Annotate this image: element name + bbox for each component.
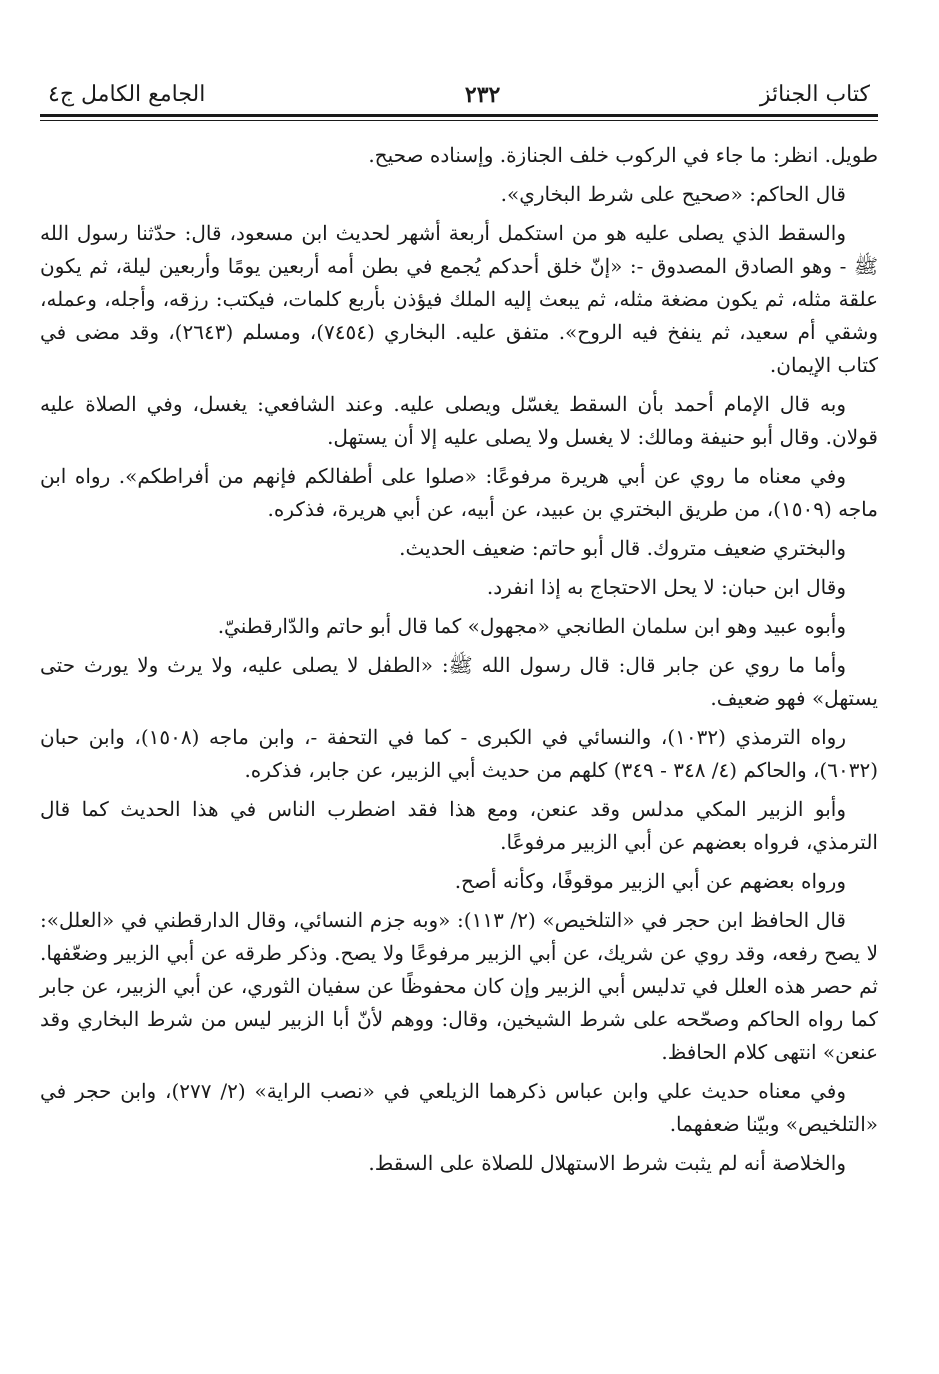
paragraph: وأبو الزبير المكي مدلس وقد عنعن، ومع هذا فقد اضطرب الناس في هذا الحديث كما قال الترمذي، فرواه بعضهم عن أبي الزبير مرفوعًا. <box>40 797 878 854</box>
book-page <box>40 60 878 1186</box>
paragraph: رواه الترمذي (١٠٣٢)، والنسائي في الكبرى - كما في التحفة -، وابن ماجه (١٥٠٨)، وابن حبان (٦٠٣٢)، والحاكم (٤/ ٣٤٨ - ٣٤٩) كلهم من حديث أبي الزبير، عن جابر، فذكره. <box>40 725 878 782</box>
paragraph: والبختري ضعيف متروك. قال أبو حاتم: ضعيف الحديث. <box>399 536 846 560</box>
page-body <box>40 139 878 1180</box>
paragraph: وفي معناه حديث علي وابن عباس ذكرهما الزيلعي في «نصب الراية» (٢/ ٢٧٧)، وابن حجر في «التلخيص» وبيّنا ضعفهما. <box>40 1079 878 1136</box>
paragraph: ورواه بعضهم عن أبي الزبير موقوفًا، وكأنه أصح. <box>454 869 846 893</box>
volume-title: الجامع الكامل ج٤ <box>48 81 206 107</box>
paragraph: طويل. انظر: ما جاء في الركوب خلف الجنازة. وإسناده صحيح. <box>368 143 878 167</box>
paragraph: وبه قال الإمام أحمد بأن السقط يغسّل ويصلى عليه. وعند الشافعي: يغسل، وفي الصلاة عليه قولان. وقال أبو حنيفة ومالك: لا يغسل ولا يصلى عليه إلا أن يستهل. <box>40 392 878 449</box>
paragraph: قال الحافظ ابن حجر في «التلخيص» (٢/ ١١٣): «وبه جزم النسائي، وقال الدارقطني في «العلل»: لا يصح رفعه، وقد روي عن شريك، عن أبي الزبير مرفوعًا ولا يصح. وذكر طرقه عن أبي الزبير وضعّفها. ثم حصر هذه العلل في تدليس أبي الزبير وإن كان محفوظًا عن سفيان الثوري، عن أبي الزبير، عن جابر كما رواه الحاكم وصحّحه على شرط الشيخين، وقال: ووهم لأنّ أبا الزبير ليس من شرط البخاري وقد عنعن» انتهى كلام الحافظ. <box>40 908 878 1064</box>
page-number: ٢٣٢ <box>464 81 501 108</box>
paragraph: وفي معناه ما روي عن أبي هريرة مرفوعًا: «صلوا على أطفالكم فإنهم من أفراطكم». رواه ابن ماجه (١٥٠٩)، من طريق البختري بن عبيد، عن أبيه، عن أبي هريرة، فذكره. <box>40 464 878 521</box>
paragraph: والخلاصة أنه لم يثبت شرط الاستهلال للصلاة على السقط. <box>368 1151 846 1175</box>
book-title: كتاب الجنائز <box>759 81 870 107</box>
header-rule-thin <box>40 120 878 121</box>
page-header <box>40 60 878 108</box>
paragraph: وقال ابن حبان: لا يحل الاحتجاج به إذا انفرد. <box>486 575 846 599</box>
paragraph: وأبوه عبيد وهو ابن سلمان الطانجي «مجهول» كما قال أبو حاتم والدّارقطنيّ. <box>217 614 846 638</box>
paragraph: وأما ما روي عن جابر قال: قال رسول الله ﷺ: «الطفل لا يصلى عليه، ولا يرث ولا يورث حتى يستهل» فهو ضعيف. <box>40 653 878 710</box>
paragraph: والسقط الذي يصلى عليه هو من استكمل أربعة أشهر لحديث ابن مسعود، قال: حدّثنا رسول الله ﷺ - وهو الصادق المصدوق -: «إنّ خلق أحدكم يُجمع في بطن أمه أربعين يومًا وأربعين ليلة، ثم يكون علقة مثله، ثم يكون مضغة مثله، ثم يبعث إليه الملك فيؤذن بأربع كلمات، فيكتب: رزقه، وأجله، وعمله، وشقي أم سعيد، ثم ينفخ فيه الروح». متفق عليه. البخاري (٧٤٥٤)، ومسلم (٢٦٤٣)، وقد مضى في كتاب الإيمان. <box>40 221 878 377</box>
paragraph: قال الحاكم: «صحيح على شرط البخاري». <box>500 182 846 206</box>
header-rule-thick <box>40 114 878 117</box>
